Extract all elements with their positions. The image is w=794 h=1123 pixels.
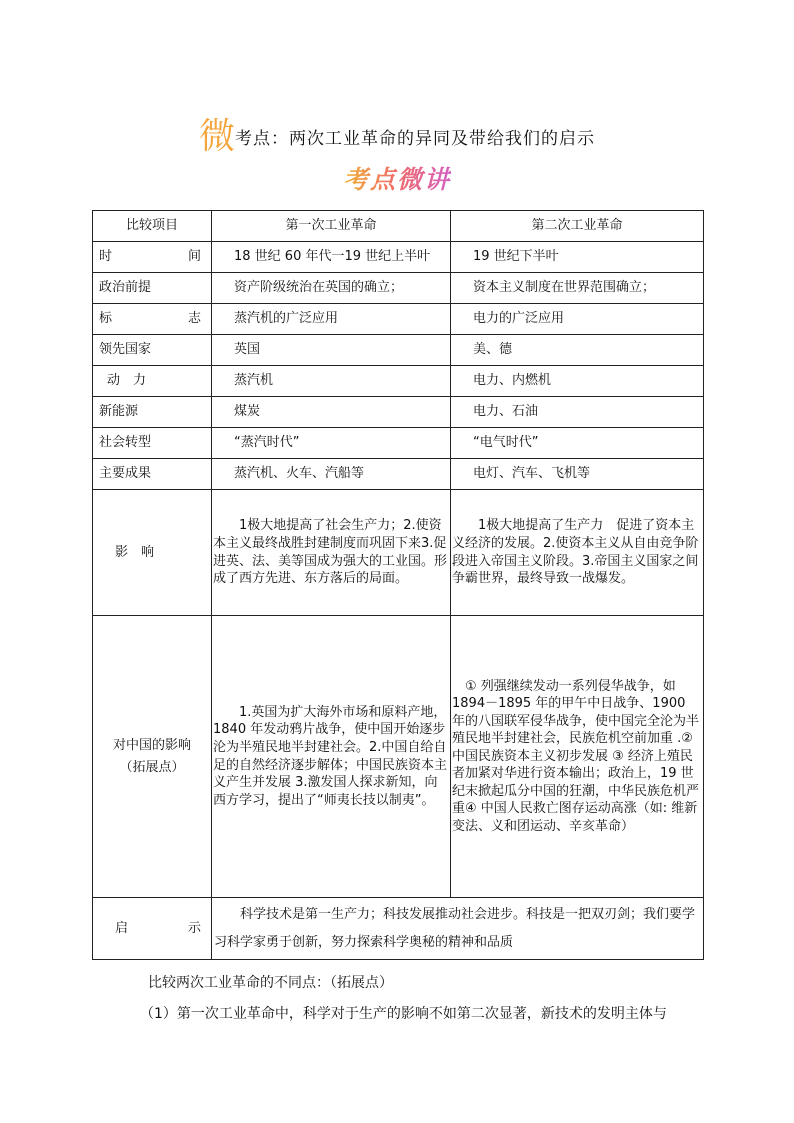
table-row (93, 304, 704, 335)
china-label-line1: 对中国的影响 (112, 737, 191, 753)
row-cell: “蒸汽时代” (212, 428, 451, 459)
row-label: 启 示 (93, 898, 212, 960)
row-cell: 电力的广泛应用 (451, 304, 704, 335)
table-row (93, 459, 704, 490)
table-row (93, 366, 704, 397)
china-impact-second: ① 列强继续发动一系列侵华战争，如 1894－1895 年的甲午中日战争、1900 年的八国联军侵华战争，使中国完全沦为半殖民地半封建社会，民族危机空前加重 .② 中国民族资本主义初步发展 ③ 经济上殖民者加紧对华进行资本输出；政治上，19 世纪末掀起瓜分中国的狂潮，中华民族危机严重④ 中国人民救亡图存运动高涨（如: 维新变法、义和团运动、辛亥革命） (451, 616, 704, 898)
row-label: 政治前提 (93, 273, 212, 304)
table-row (93, 335, 704, 366)
table-header-row (93, 211, 704, 242)
china-impact-first: 1.英国为扩大海外市场和原料产地，1840 年发动鸦片战争，使中国开始逐步沦为半殖民地半封建社会。2.中国自给自足的自然经济逐步解体；中国民族资本主义产生并发展 3.激发国人探求新知，向西方学习，提出了“师夷长技以制夷”。 (212, 616, 451, 898)
row-cell: 煤炭 (212, 397, 451, 428)
row-cell: 蒸汽机 (212, 366, 451, 397)
section-badge: 考点微讲 (343, 160, 451, 196)
table-row (93, 428, 704, 459)
title-text: 考点：两次工业革命的异同及带给我们的启示 (235, 129, 595, 149)
comparison-table (92, 210, 704, 960)
table-row (93, 242, 704, 273)
china-label-line2: （拓展点） (119, 759, 185, 775)
row-label: 新能源 (93, 397, 212, 428)
row-cell: 英国 (212, 335, 451, 366)
row-cell: 资本主义制度在世界范围确立； (451, 273, 704, 304)
body-line-2: （1）第一次工业革命中，科学对于生产的影响不如第二次显著，新技术的发明主体与 (140, 1006, 667, 1022)
influence-second: 1极大地提高了生产力 促进了资本主义经济的发展。2.使资本主义从自由竞争阶段进入帝国主义阶段。3.帝国主义国家之间争霸世界，最终导致一战爆发。 (451, 490, 704, 616)
row-label: 影 响 (93, 490, 212, 616)
header-cell: 第二次工业革命 (451, 211, 704, 242)
section-badge-row (0, 160, 794, 196)
table-row (93, 273, 704, 304)
inspiration-row (93, 898, 704, 960)
row-cell: “电气时代” (451, 428, 704, 459)
inspiration-text: 科学技术是第一生产力；科技发展推动社会进步。科技是一把双刃剑；我们要学习科学家勇于创新，努力探索科学奥秘的精神和品质 (212, 898, 704, 960)
title-big-char: 微 (198, 116, 235, 157)
page-title (0, 108, 794, 159)
row-cell: 电力、内燃机 (451, 366, 704, 397)
row-cell: 电灯、汽车、飞机等 (451, 459, 704, 490)
row-cell: 19 世纪下半叶 (451, 242, 704, 273)
header-cell: 比较项目 (93, 211, 212, 242)
table-row (93, 397, 704, 428)
header-cell: 第一次工业革命 (212, 211, 451, 242)
row-cell: 电力、石油 (451, 397, 704, 428)
row-label: 时 间 (93, 242, 212, 273)
row-cell: 资产阶级统治在英国的确立； (212, 273, 451, 304)
row-cell: 18 世纪 60 年代一19 世纪上半叶 (212, 242, 451, 273)
influence-first: 1极大地提高了社会生产力；2.使资本主义最终战胜封建制度而巩固下来3.促进英、法、美等国成为强大的工业国。形成了西方先进、东方落后的局面。 (212, 490, 451, 616)
china-impact-row (93, 616, 704, 898)
row-label: 动 力 (93, 366, 212, 397)
influence-row (93, 490, 704, 616)
row-label: 领先国家 (93, 335, 212, 366)
row-cell: 美、德 (451, 335, 704, 366)
row-label (93, 616, 212, 898)
body-line-1: 比较两次工业革命的不同点：（拓展点） (148, 975, 393, 991)
row-label: 社会转型 (93, 428, 212, 459)
row-label: 主要成果 (93, 459, 212, 490)
row-label: 标 志 (93, 304, 212, 335)
row-cell: 蒸汽机、火车、汽船等 (212, 459, 451, 490)
row-cell: 蒸汽机的广泛应用 (212, 304, 451, 335)
